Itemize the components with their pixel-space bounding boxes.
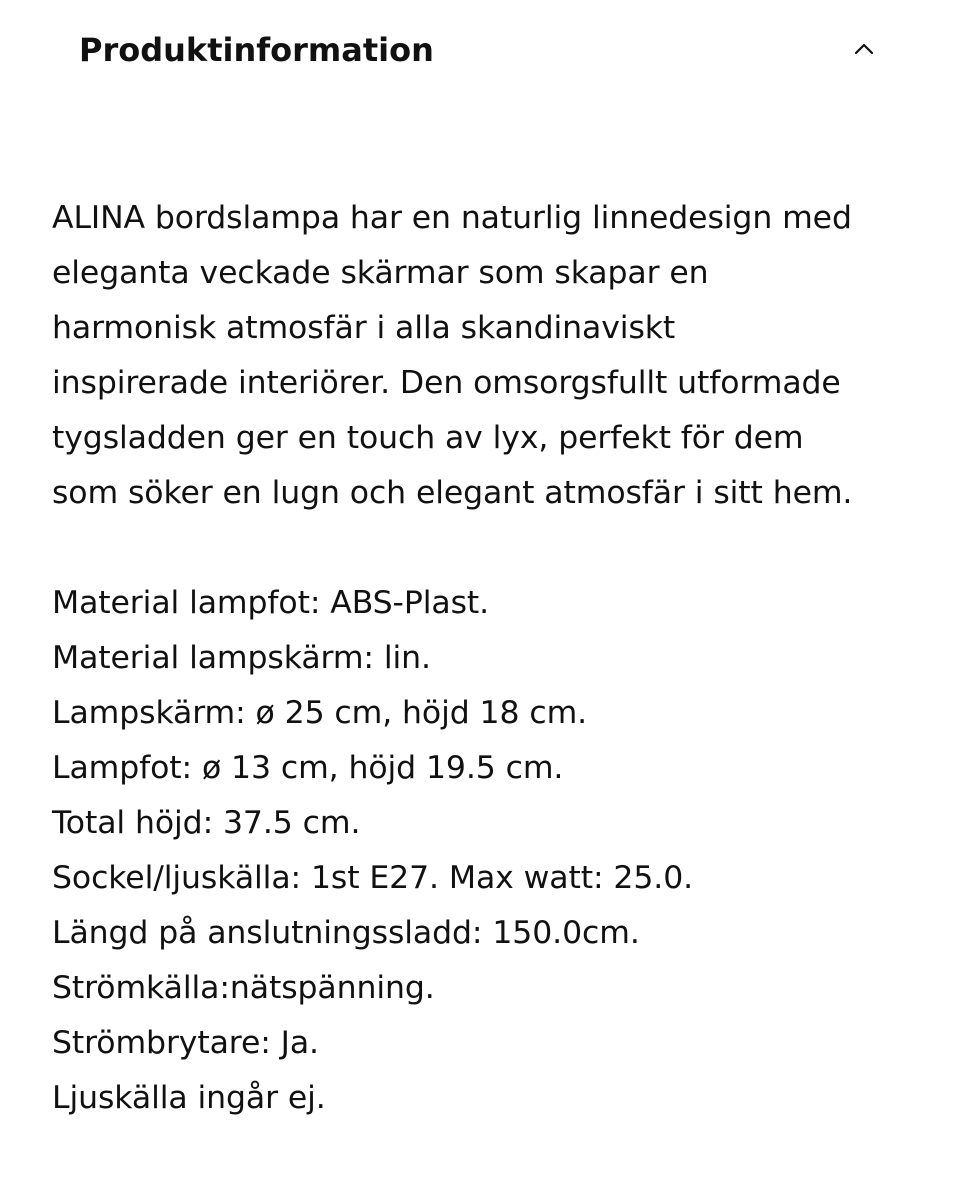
- product-description: [52, 191, 932, 521]
- spec-cord-length: Längd på anslutningssladd: 150.0cm.: [52, 915, 640, 951]
- product-info-accordion-header[interactable]: [0, 0, 960, 100]
- description-line: tygsladden ger en touch av lyx, perfekt för dem: [52, 420, 804, 456]
- spec-socket: Sockel/ljuskälla: 1st E27. Max watt: 25.0.: [52, 860, 694, 896]
- spec-shade-dimensions: Lampskärm: ø 25 cm, höjd 18 cm.: [52, 695, 588, 731]
- spec-base-dimensions: Lampfot: ø 13 cm, höjd 19.5 cm.: [52, 750, 564, 786]
- product-info-content: [52, 191, 932, 1126]
- description-line: som söker en lugn och elegant atmosfär i sitt hem.: [52, 475, 853, 511]
- description-line: harmonisk atmosfär i alla skandinaviskt: [52, 310, 676, 346]
- description-line: inspirerade interiörer. Den omsorgsfullt utformade: [52, 365, 841, 401]
- spec-bulb-included: Ljuskälla ingår ej.: [52, 1080, 326, 1116]
- spec-material-shade: Material lampskärm: lin.: [52, 640, 431, 676]
- spec-switch: Strömbrytare: Ja.: [52, 1025, 319, 1061]
- spec-power-source: Strömkälla:nätspänning.: [52, 970, 435, 1006]
- description-line: eleganta veckade skärmar som skapar en: [52, 255, 709, 291]
- accordion-title: Produktinformation: [79, 31, 434, 69]
- description-line: ALINA bordslampa har en naturlig linnedesign med: [52, 200, 852, 236]
- chevron-up-icon[interactable]: [848, 33, 880, 65]
- spec-total-height: Total höjd: 37.5 cm.: [52, 805, 361, 841]
- spec-material-base: Material lampfot: ABS-Plast.: [52, 585, 490, 621]
- product-specs-list: [52, 576, 932, 1126]
